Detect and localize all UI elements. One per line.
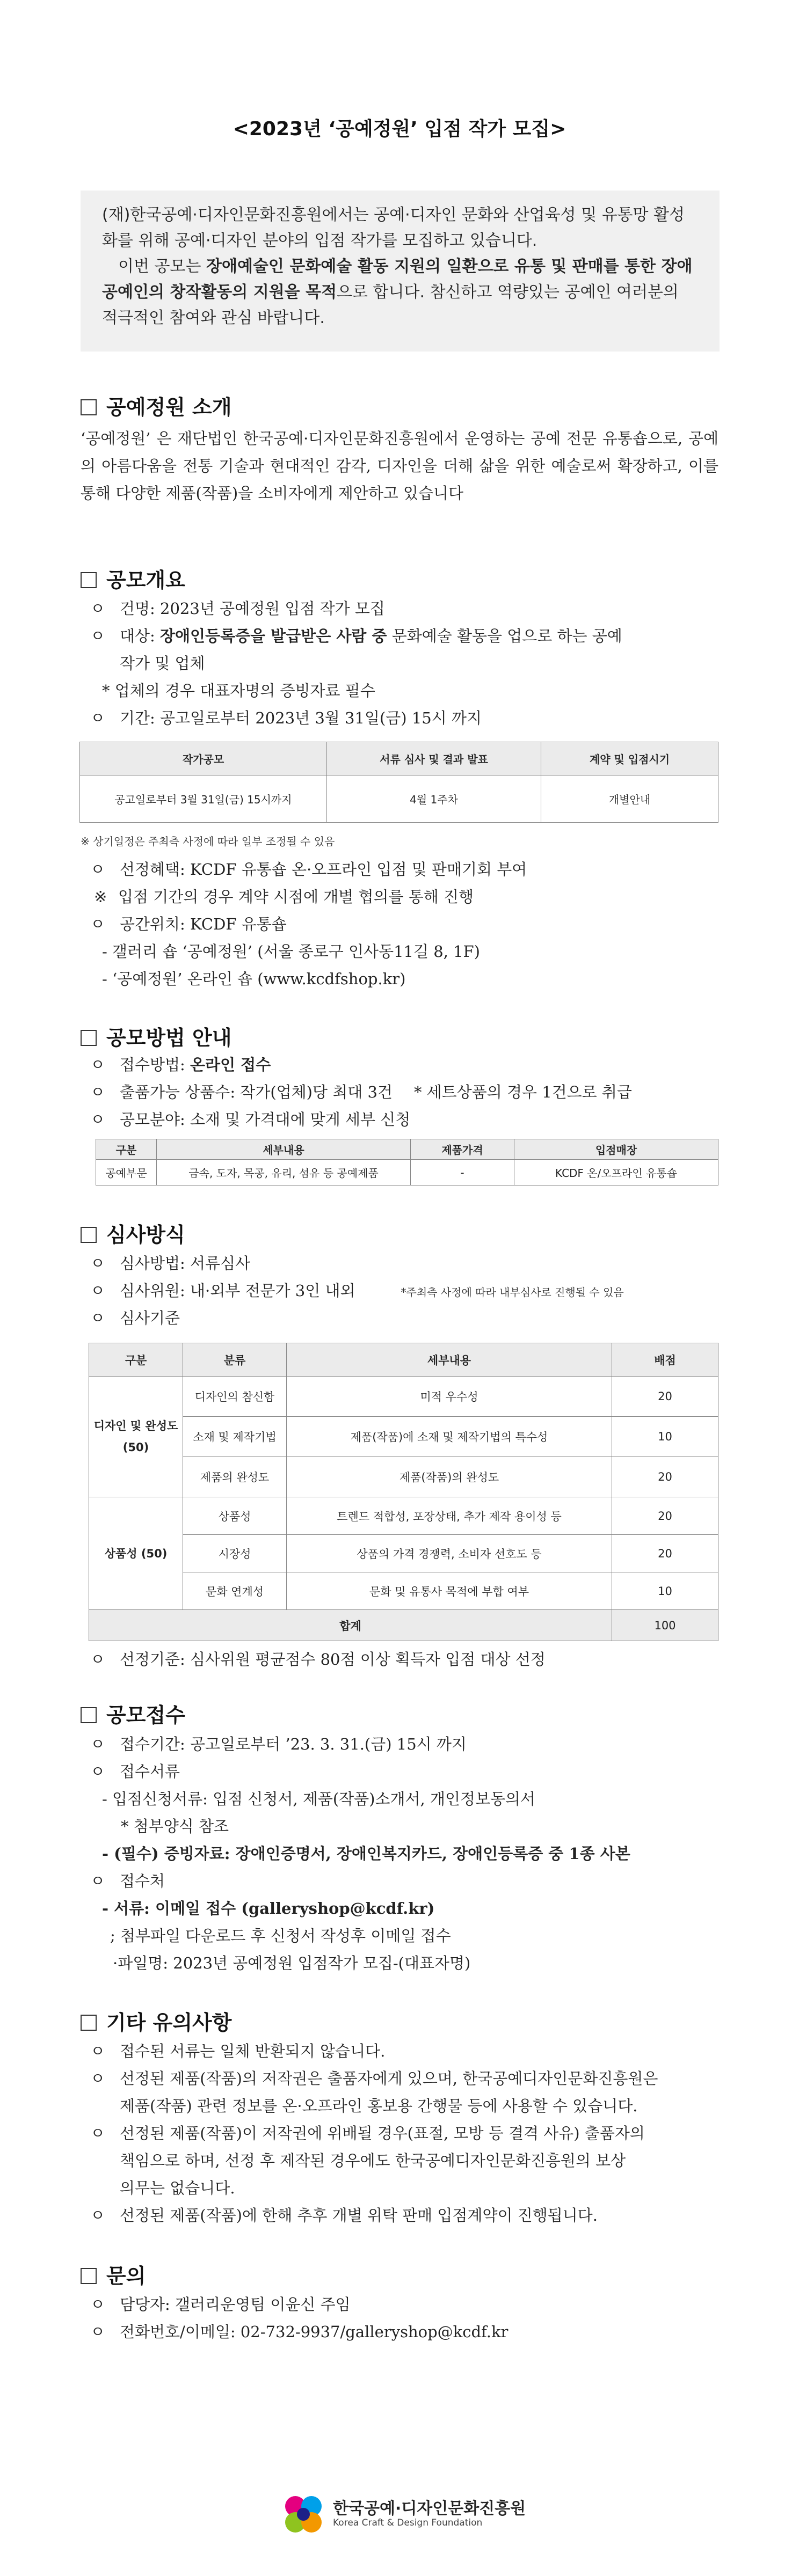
- line-text: 담당자: 갤러리운영팀 이윤신 주임: [120, 2295, 351, 2314]
- section-heading-review: [81, 1218, 185, 1248]
- submission-line-5: - (필수) 증빙자료: 장애인증명서, 장애인복지카드, 장애인등록증 중 1종 사본: [102, 1845, 630, 1863]
- criteria-cell: 디자인의 참신함: [183, 1377, 287, 1417]
- line-text: 공모분야: 소재 및 가격대에 맞게 세부 신청: [120, 1110, 411, 1129]
- line-text: 선정된 제품(작품)의 저작권은 출품자에게 있으며, 한국공예디자인문화진흥원은: [120, 2069, 658, 2088]
- line-text: 심사방법: 서류심사: [120, 1254, 251, 1272]
- bullet-icon: ㅇ: [90, 709, 106, 727]
- section-heading-method: [81, 1021, 231, 1051]
- bullet-icon: ㅇ: [90, 2069, 106, 2088]
- line-text: 문화예술 활동을 업으로 하는 공예: [387, 627, 622, 645]
- line-text: 선정혜택: KCDF 유통숍 온·오프라인 입점 및 판매기회 부여: [120, 860, 527, 879]
- overview-line-4: [90, 706, 482, 728]
- logo-name-en: Korea Craft & Design Foundation: [333, 2518, 483, 2528]
- reference-mark-icon: ※: [94, 888, 107, 906]
- overview-line-8: - 갤러리 숍 ‘공예정원’ (서울 종로구 인사동11길 8, 1F): [102, 942, 480, 961]
- logo-circle-navy: [297, 2508, 310, 2521]
- bullet-icon: ㅇ: [90, 599, 106, 618]
- submission-line-2: [90, 1760, 180, 1782]
- notes-line-4: [90, 2204, 598, 2226]
- intro-p2-bold: 장애예술인 문화예술 활동 지원의 일환으로 유통 및 판매를 통한 장애공예인의 창작활동의 지원을 목적: [102, 257, 693, 302]
- submission-line-7: - 서류: 이메일 접수 (galleryshop@kcdf.kr): [102, 1899, 435, 1918]
- notes-line-3: [90, 2121, 645, 2143]
- section-title: 공모방법 안내: [106, 1026, 232, 1050]
- criteria-score: 20: [612, 1497, 718, 1535]
- intro-p2-post: 으로 합니다. 참신하고 역량있는 공예인 여러분의 적극적인 참여와 관심 바랍니다.: [102, 283, 679, 327]
- submission-line-6: [90, 1869, 165, 1891]
- line-text: 선정된 제품(작품)에 한해 추후 개별 위탁 판매 입점계약이 진행됩니다.: [120, 2206, 598, 2224]
- section-title: 문의: [106, 2264, 146, 2288]
- section-heading-submission: [81, 1699, 185, 1728]
- criteria-total-label: 합계: [89, 1610, 612, 1641]
- criteria-header: 분류: [183, 1343, 287, 1377]
- schedule-note: ※ 상기일정은 주최측 사정에 따라 일부 조정될 수 있음: [81, 835, 335, 848]
- bullet-icon: ㅇ: [90, 1762, 106, 1781]
- intro-paragraph-1: (재)한국공예·디자인문화진흥원에서는 공예·디자인 문화와 산업육성 및 유통망 활성화를 위해 공예·디자인 분야의 입점 작가를 모집하고 있습니다.: [102, 206, 685, 250]
- category-header: 제품가격: [411, 1139, 514, 1160]
- criteria-header: 구분: [89, 1343, 183, 1377]
- criteria-score: 20: [612, 1457, 718, 1497]
- review-line-3: [90, 1306, 180, 1328]
- criteria-table: [89, 1343, 718, 1641]
- checkbox-square-icon: [81, 399, 97, 415]
- criteria-cell: 제품(작품)의 완성도: [287, 1457, 612, 1497]
- contact-line-1: [90, 2293, 351, 2315]
- notes-line-2: [90, 2067, 658, 2089]
- bullet-icon: ㅇ: [90, 1872, 106, 1890]
- intro-p2-pre: 이번 공모는: [118, 257, 206, 276]
- category-cell: 공예부문: [96, 1160, 157, 1185]
- line-note: * 세트상품의 경우 1건으로 취급: [413, 1083, 632, 1101]
- line-text: 선정기준: 심사위원 평균점수 80점 이상 획득자 입점 대상 선정: [120, 1650, 546, 1668]
- overview-line-7: [90, 912, 287, 934]
- criteria-score: 10: [612, 1417, 718, 1457]
- checkbox-square-icon: [81, 2268, 97, 2284]
- category-header: 세부내용: [157, 1139, 411, 1160]
- overview-line-2-cont: 작가 및 업체: [120, 654, 205, 672]
- category-cell: -: [411, 1160, 514, 1185]
- criteria-header: 세부내용: [287, 1343, 612, 1377]
- line-text: 접수기간: 공고일로부터 ’23. 3. 31.(금) 15시 까지: [120, 1735, 467, 1753]
- section-title: 공모개요: [106, 568, 185, 592]
- section-title: 심사방식: [106, 1223, 185, 1247]
- bullet-icon: ㅇ: [90, 1309, 106, 1327]
- checkbox-square-icon: [81, 2015, 97, 2031]
- review-line-4: [90, 1648, 546, 1670]
- bullet-icon: ㅇ: [90, 915, 106, 933]
- criteria-cell: 제품(작품)에 소재 및 제작기법의 특수성: [287, 1417, 612, 1457]
- line-text: 접수처: [120, 1872, 165, 1890]
- checkbox-square-icon: [81, 1030, 97, 1046]
- schedule-cell: 4월 1주차: [327, 775, 541, 823]
- line-text: 공간위치: KCDF 유통숍: [120, 915, 287, 933]
- bullet-icon: ㅇ: [90, 2295, 106, 2314]
- line-text: 기간: 공고일로부터 2023년 3월 31일(금) 15시 까지: [120, 709, 482, 727]
- category-header: 입점매장: [514, 1139, 718, 1160]
- criteria-score: 20: [612, 1535, 718, 1572]
- schedule-header: 서류 심사 및 결과 발표: [327, 742, 541, 775]
- overview-line-6: [94, 885, 474, 907]
- line-text: 선정된 제품(작품)이 저작권에 위배될 경우(표절, 모방 등 결격 사유) 출품자의: [120, 2124, 645, 2142]
- foundation-logo-icon: [279, 2490, 328, 2538]
- line-bold: 장애인등록증을 발급받은 사람 중: [160, 627, 387, 645]
- criteria-total: 100: [612, 1610, 718, 1641]
- criteria-cell: 문화 연계성: [183, 1572, 287, 1610]
- schedule-table: [79, 742, 718, 823]
- overview-line-5: [90, 858, 527, 880]
- line-bold: 온라인 접수: [190, 1056, 271, 1074]
- intro-paragraph-2: [102, 254, 698, 331]
- review-line-2: [90, 1279, 624, 1301]
- notes-line-3b: 책임으로 하며, 선정 후 제작된 경우에도 한국공예디자인문화진흥원의 보상: [120, 2151, 626, 2170]
- section-heading-intro: [81, 391, 231, 420]
- bullet-icon: ㅇ: [90, 2323, 106, 2341]
- criteria-score: 10: [612, 1572, 718, 1610]
- section-heading-contact: [81, 2259, 146, 2289]
- criteria-cell: 문화 및 유통사 목적에 부합 여부: [287, 1572, 612, 1610]
- submission-line-8: ; 첨부파일 다운로드 후 신청서 작성후 이메일 접수: [110, 1927, 451, 1945]
- line-text: 접수서류: [120, 1762, 180, 1781]
- line-text: 심사기준: [120, 1309, 180, 1327]
- submission-line-3: - 입점신청서류: 입점 신청서, 제품(작품)소개서, 개인정보동의서: [102, 1790, 536, 1808]
- criteria-cell: 미적 우수성: [287, 1377, 612, 1417]
- section-heading-overview: [81, 564, 185, 593]
- schedule-header: 계약 및 입점시기: [541, 742, 718, 775]
- schedule-cell: 공고일로부터 3월 31일(금) 15시까지: [80, 775, 327, 823]
- submission-line-9: ·파일명: 2023년 공예정원 입점작가 모집-(대표자명): [113, 1954, 471, 1972]
- category-cell: 금속, 도자, 목공, 유리, 섬유 등 공예제품: [157, 1160, 411, 1185]
- criteria-group-design: 디자인 및 완성도 (50): [89, 1377, 183, 1497]
- line-text: 출품가능 상품수: 작가(업체)당 최대 3건: [120, 1083, 393, 1101]
- notes-line-1: [90, 2039, 385, 2061]
- notes-line-3c: 의무는 없습니다.: [120, 2179, 235, 2197]
- bullet-icon: ㅇ: [90, 2042, 106, 2060]
- category-table: [96, 1139, 718, 1185]
- contact-line-2: [90, 2320, 508, 2342]
- line-text: 건명: 2023년 공예정원 입점 작가 모집: [120, 599, 385, 618]
- review-line-1: [90, 1252, 250, 1274]
- bullet-icon: ㅇ: [90, 2206, 106, 2224]
- bullet-icon: ㅇ: [90, 860, 106, 879]
- checkbox-square-icon: [81, 1707, 97, 1723]
- overview-line-9: - ‘공예정원’ 온라인 숍 (www.kcdfshop.kr): [102, 970, 406, 988]
- notes-line-2b: 제품(작품) 관련 정보를 온·오프라인 홍보용 간행물 등에 사용할 수 있습니다.: [120, 2097, 638, 2115]
- submission-line-4: * 첨부양식 참조: [121, 1817, 229, 1835]
- section-title: 공모접수: [106, 1703, 185, 1727]
- criteria-cell: 트렌드 적합성, 포장상태, 추가 제작 용이성 등: [287, 1497, 612, 1535]
- criteria-cell: 상품성: [183, 1497, 287, 1535]
- submission-line-1: [90, 1732, 467, 1754]
- checkbox-square-icon: [81, 1227, 97, 1243]
- line-note: *주최측 사정에 따라 내부심사로 진행될 수 있음: [401, 1286, 624, 1299]
- bullet-icon: ㅇ: [90, 1083, 106, 1101]
- method-line-3: [90, 1108, 410, 1130]
- criteria-group-marketability: 상품성 (50): [89, 1497, 183, 1610]
- bullet-icon: ㅇ: [90, 1110, 106, 1129]
- intro-box: [81, 191, 720, 352]
- bullet-icon: ㅇ: [90, 1735, 106, 1753]
- category-cell: KCDF 온/오프라인 유통숍: [514, 1160, 718, 1185]
- schedule-cell: 개별안내: [541, 775, 718, 823]
- bullet-icon: ㅇ: [90, 627, 106, 645]
- criteria-cell: 시장성: [183, 1535, 287, 1572]
- section-heading-notes: [81, 2006, 231, 2036]
- section-title: 기타 유의사항: [106, 2011, 232, 2035]
- line-text: 전화번호/이메일: 02-732-9937/galleryshop@kcdf.kr: [120, 2323, 509, 2341]
- criteria-score: 20: [612, 1377, 718, 1417]
- criteria-cell: 소재 및 제작기법: [183, 1417, 287, 1457]
- overview-line-3: * 업체의 경우 대표자명의 증빙자료 필수: [102, 682, 375, 700]
- category-header: 구분: [96, 1139, 157, 1160]
- section-title: 공예정원 소개: [106, 396, 232, 419]
- checkbox-square-icon: [81, 572, 97, 588]
- bullet-icon: ㅇ: [90, 1254, 106, 1272]
- logo-name-ko: 한국공예·디자인문화진흥원: [333, 2499, 526, 2518]
- line-text: 대상:: [120, 627, 161, 645]
- method-line-1: [90, 1053, 271, 1075]
- section-intro-body: ‘공예정원’ 은 재단법인 한국공예·디자인문화진흥원에서 운영하는 공예 전문 유통숍으로, 공예의 아름다움을 전통 기술과 현대적인 감각, 디자인을 더해 삶을 위한 예술로써 확장하고, 이를 통해 다양한 제품(작품)을 소비자에게 제안하고 있습니다: [81, 429, 718, 502]
- criteria-header: 배점: [612, 1343, 718, 1377]
- criteria-cell: 상품의 가격 경쟁력, 소비자 선호도 등: [287, 1535, 612, 1572]
- line-text: 접수방법:: [120, 1056, 191, 1074]
- bullet-icon: ㅇ: [90, 2124, 106, 2142]
- method-line-2: [90, 1080, 632, 1102]
- overview-line-2: [90, 624, 622, 646]
- line-text: 접수된 서류는 일체 반환되지 않습니다.: [120, 2042, 386, 2060]
- criteria-cell: 제품의 완성도: [183, 1457, 287, 1497]
- bullet-icon: ㅇ: [90, 1650, 106, 1668]
- foundation-logo: [279, 2487, 526, 2541]
- overview-line-1: [90, 597, 385, 619]
- page-title: <2023년 ‘공예정원’ 입점 작가 모집>: [233, 118, 566, 140]
- bullet-icon: ㅇ: [90, 1282, 106, 1300]
- line-text: 입점 기간의 경우 계약 시점에 개별 협의를 통해 진행: [118, 888, 474, 906]
- schedule-header: 작가공모: [80, 742, 327, 775]
- line-text: 심사위원: 내·외부 전문가 3인 내외: [120, 1282, 355, 1300]
- bullet-icon: ㅇ: [90, 1056, 106, 1074]
